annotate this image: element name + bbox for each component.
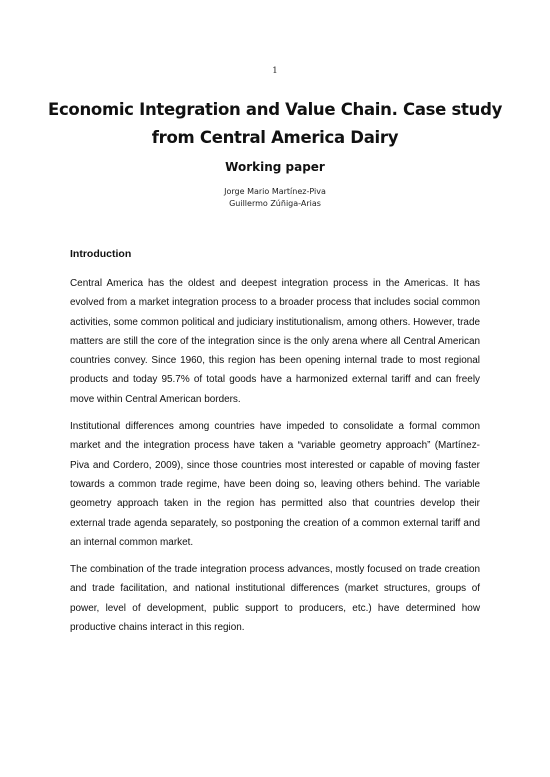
author-name: Guillermo Zúñiga-Arias — [229, 199, 321, 208]
document-title — [40, 96, 510, 152]
document-subtitle: Working paper — [225, 160, 325, 174]
page-number: 1 — [272, 66, 278, 76]
body-paragraph: The combination of the trade integration process advances, mostly focused on trade creation and trade facilitation, and national institutional differences (market structures, groups of power, level of development, public support to producers, etc.) have determined how productive chains interact in this region. — [70, 564, 480, 634]
body-paragraph: Central America has the oldest and deepest integration process in the Americas. It has evolved from a market integration process to a broader process that includes social common activities, some common political and judiciary institutionalism, among others. However, trade matters are still the core of the integration since is the only arena where all Central American countries convey. Since 1960, this region has been opening internal trade to most regional products and today 95.7% of total goods have a harmonized external tariff and can freely move within Central American borders. — [70, 278, 480, 405]
title-line-2: from Central America Dairy — [151, 128, 399, 147]
section-body — [70, 274, 480, 645]
section-heading: Introduction — [70, 248, 132, 260]
author-list — [0, 186, 550, 210]
body-paragraph: Institutional differences among countries have impeded to consolidate a formal common market and the integration process have taken a “variable geometry approach” (Martínez-Piva and Cordero, 2009), since those countries most interested or capable of moving faster towards a common trade regime, have been doing so, leaving others behind. The variable geometry approach taken in the region has permitted also that countries develop their external trade agenda separately, so postponing the creation of a common external tariff and an internal common market. — [70, 421, 480, 548]
title-line-1: Economic Integration and Value Chain. Case study — [47, 100, 503, 119]
author-name: Jorge Mario Martínez-Piva — [224, 187, 326, 196]
